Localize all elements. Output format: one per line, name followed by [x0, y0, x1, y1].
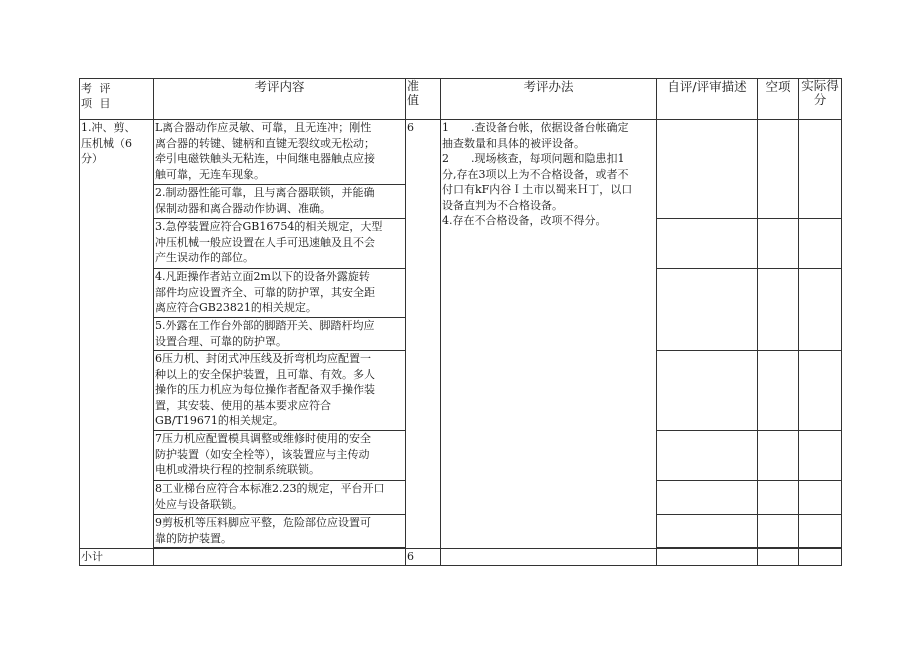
self-review-cell[interactable] [657, 515, 758, 548]
subtotal-weight: 6 [406, 549, 441, 566]
weight-cell: 6 [406, 120, 441, 549]
subtotal-score[interactable] [799, 549, 842, 566]
self-review-cell[interactable] [657, 431, 758, 481]
self-review-cell[interactable] [657, 481, 758, 515]
score-cell[interactable] [799, 481, 842, 515]
empty-item-cell[interactable] [758, 269, 799, 351]
content-item: 3.急停装置应符合GB16754的相关规定，大型 冲压机械一般应设置在人手可迅速触及且不会 产生误动作的部位。 [154, 219, 406, 269]
empty-item-cell[interactable] [758, 431, 799, 481]
content-item: 4.凡距操作者站立面2m以下的设备外露旋转 部件均应设置齐全、可靠的防护罩，其安全距 离应符合GB23821的相关规定。 [154, 269, 406, 318]
score-cell[interactable] [799, 431, 842, 481]
subtotal-label: 小计 [80, 549, 154, 566]
content-item: L离合器动作应灵敏、可靠，且无连冲；刚性 离合器的转键、键柄和直键无裂纹或无松动； 牵引电磁铁触头无粘连，中间继电器触点应接 触可靠，无连车现象。 [154, 120, 406, 185]
header-self-review: 自评/评审描述 [657, 79, 758, 120]
self-review-cell[interactable] [657, 219, 758, 269]
self-review-cell[interactable] [657, 269, 758, 351]
score-cell[interactable] [799, 269, 842, 351]
empty-item-cell[interactable] [758, 120, 799, 219]
header-content: 考评内容 [154, 79, 406, 120]
empty-item-cell[interactable] [758, 515, 799, 548]
score-cell[interactable] [799, 351, 842, 431]
method-cell: 1 .查设备台帐，依据设备台帐确定 抽查数量和具体的被评设备。 2 .现场核查，每项问题和隐患扣1 分,存在3项以上为不合格设备，或者不 付口有kF内谷Ｉ土市以蜀来Ｈ丁，以口 设备直判为不合格设备。 4.存在不合格设备，改项不得分。 [441, 120, 657, 549]
header-empty-item: 空项 [758, 79, 799, 120]
header-item: 考 评 项 目 [80, 79, 154, 120]
self-review-cell[interactable] [657, 120, 758, 219]
subtotal-content [154, 549, 406, 566]
header-method: 考评办法 [441, 79, 657, 120]
self-review-cell[interactable] [657, 351, 758, 431]
subtotal-self-review[interactable] [657, 549, 758, 566]
header-row [80, 79, 842, 120]
content-item: 2.制动器性能可靠，且与离合器联锁，并能确 保制动器和离合器动作协调、准确。 [154, 185, 406, 219]
content-item: 7压力机应配置模具调整或维修时使用的安全 防护装置（如安全栓等），该装置应与主传动 电机或滑块行程的控制系统联锁。 [154, 431, 406, 481]
subtotal-row [80, 549, 842, 566]
empty-item-cell[interactable] [758, 351, 799, 431]
category-cell: 1.冲、剪、 压机械（6 分） [80, 120, 154, 549]
empty-item-cell[interactable] [758, 481, 799, 515]
subtotal-empty-item[interactable] [758, 549, 799, 566]
score-cell[interactable] [799, 219, 842, 269]
score-cell[interactable] [799, 515, 842, 548]
evaluation-table [79, 78, 842, 566]
table-row [80, 120, 842, 185]
header-actual-score: 实际得 分 [799, 79, 842, 120]
content-item: 6压力机、封闭式冲压线及折弯机均应配置一 种以上的安全保护装置，且可靠、有效。多人 操作的压力机应为每位操作者配备双手操作装 置，其安装、使用的基本要求应符合 GB/T19671的相关规定。 [154, 351, 406, 431]
content-item: 8工业梯台应符合本标准2.23的规定，平台开口 处应与设备联锁。 [154, 481, 406, 515]
empty-item-cell[interactable] [758, 219, 799, 269]
content-item: 5.外露在工作台外部的脚踏开关、脚踏杆均应 设置合理、可靠的防护罩。 [154, 318, 406, 351]
subtotal-method [441, 549, 657, 566]
score-cell[interactable] [799, 120, 842, 219]
header-standard-score: 准 值 [406, 79, 441, 120]
content-item: 9剪板机等压料脚应平整，危险部位应设置可 靠的防护装置。 [154, 515, 406, 548]
